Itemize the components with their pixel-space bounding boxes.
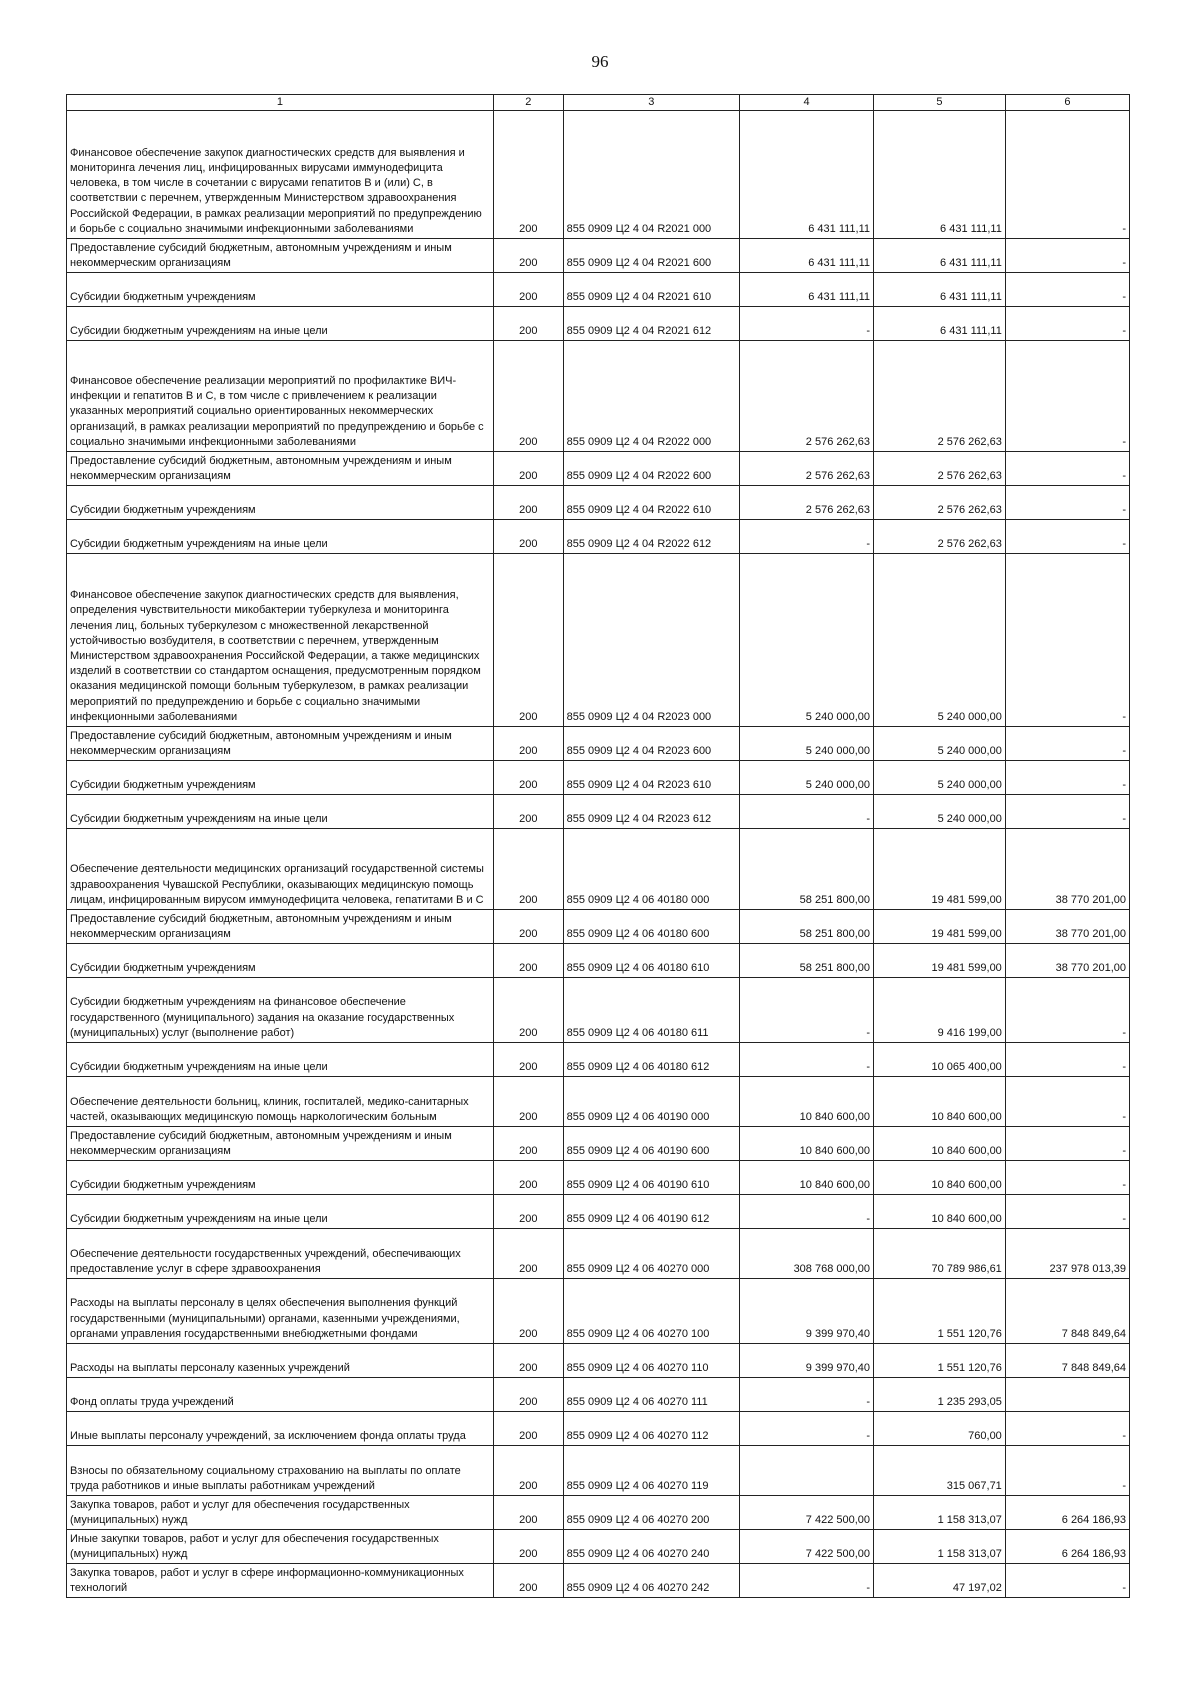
row-col4-cell: 2 576 262,63	[740, 341, 874, 452]
row-col6-cell: -	[1005, 273, 1129, 307]
row-kbk-cell: 855 0909 Ц2 4 04 R2023 000	[563, 554, 739, 727]
row-code-cell: 200	[493, 1446, 563, 1496]
page-number: 96	[591, 52, 609, 71]
row-name-cell: Финансовое обеспечение реализации мероприятий по профилактике ВИЧ-инфекции и гепатитов В и С, в том числе с привлечением к реализации указанных мероприятий социально ориентированных некоммерческих организаций, в рамках реализации мероприятий по предупреждению и борьбе с социально значимыми инфекционными заболеваниями	[67, 341, 494, 452]
budget-table	[66, 94, 1130, 1598]
row-kbk-cell: 855 0909 Ц2 4 04 R2021 612	[563, 307, 739, 341]
row-col5-cell: 19 481 599,00	[874, 910, 1006, 944]
row-col5-cell: 19 481 599,00	[874, 829, 1006, 910]
row-col5-cell: 70 789 986,61	[874, 1229, 1006, 1279]
row-name-cell: Субсидии бюджетным учреждениям на иные цели	[67, 795, 494, 829]
row-col5-cell: 10 840 600,00	[874, 1195, 1006, 1229]
row-name-cell: Взносы по обязательному социальному страхованию на выплаты по оплате труда работников и иные выплаты работникам учреждений	[67, 1446, 494, 1496]
table-row	[67, 1496, 1130, 1530]
row-code-cell: 200	[493, 1564, 563, 1598]
row-col6-cell: -	[1005, 486, 1129, 520]
table-row	[67, 1344, 1130, 1378]
row-name-cell: Предоставление субсидий бюджетным, автономным учреждениям и иным некоммерческим организациям	[67, 727, 494, 761]
table-row	[67, 554, 1130, 727]
row-col6-cell: -	[1005, 1161, 1129, 1195]
row-kbk-cell: 855 0909 Ц2 4 06 40180 000	[563, 829, 739, 910]
table-row	[67, 829, 1130, 910]
row-name-cell: Закупка товаров, работ и услуг для обеспечения государственных (муниципальных) нужд	[67, 1496, 494, 1530]
row-code-cell: 200	[493, 273, 563, 307]
row-col6-cell: 7 848 849,64	[1005, 1279, 1129, 1344]
row-col6-cell: 7 848 849,64	[1005, 1344, 1129, 1378]
table-row	[67, 1043, 1130, 1077]
table-row	[67, 761, 1130, 795]
column-header: 4	[740, 95, 874, 111]
row-kbk-cell: 855 0909 Ц2 4 04 R2022 612	[563, 520, 739, 554]
row-col5-cell: 5 240 000,00	[874, 795, 1006, 829]
row-code-cell: 200	[493, 307, 563, 341]
row-kbk-cell: 855 0909 Ц2 4 04 R2022 610	[563, 486, 739, 520]
column-header: 6	[1005, 95, 1129, 111]
row-kbk-cell: 855 0909 Ц2 4 06 40180 612	[563, 1043, 739, 1077]
row-col5-cell: 6 431 111,11	[874, 307, 1006, 341]
row-col4-cell	[740, 1446, 874, 1496]
table-row	[67, 1530, 1130, 1564]
table-row	[67, 1229, 1130, 1279]
row-name-cell: Обеспечение деятельности больниц, клиник, госпиталей, медико-санитарных частей, оказывающих медицинскую помощь наркологическим больным	[67, 1077, 494, 1127]
row-code-cell: 200	[493, 452, 563, 486]
row-col6-cell: -	[1005, 761, 1129, 795]
row-col6-cell: -	[1005, 1446, 1129, 1496]
table-row	[67, 307, 1130, 341]
row-col4-cell: 5 240 000,00	[740, 761, 874, 795]
row-kbk-cell: 855 0909 Ц2 4 06 40270 100	[563, 1279, 739, 1344]
row-code-cell: 200	[493, 1043, 563, 1077]
row-col6-cell: 6 264 186,93	[1005, 1496, 1129, 1530]
row-code-cell: 200	[493, 111, 563, 239]
row-code-cell: 200	[493, 1077, 563, 1127]
row-code-cell: 200	[493, 727, 563, 761]
row-name-cell: Субсидии бюджетным учреждениям на иные цели	[67, 307, 494, 341]
row-col4-cell: 6 431 111,11	[740, 273, 874, 307]
row-name-cell: Субсидии бюджетным учреждениям	[67, 761, 494, 795]
row-col5-cell: 5 240 000,00	[874, 554, 1006, 727]
row-name-cell: Субсидии бюджетным учреждениям	[67, 1161, 494, 1195]
row-col4-cell: -	[740, 795, 874, 829]
row-name-cell: Фонд оплаты труда учреждений	[67, 1378, 494, 1412]
row-col5-cell: 9 416 199,00	[874, 978, 1006, 1043]
row-kbk-cell: 855 0909 Ц2 4 04 R2021 000	[563, 111, 739, 239]
table-row	[67, 239, 1130, 273]
row-col4-cell: 10 840 600,00	[740, 1161, 874, 1195]
row-name-cell: Субсидии бюджетным учреждениям на иные цели	[67, 1043, 494, 1077]
row-name-cell: Субсидии бюджетным учреждениям на иные цели	[67, 520, 494, 554]
row-col6-cell	[1005, 1378, 1129, 1412]
row-col4-cell: -	[740, 1195, 874, 1229]
row-col5-cell: 1 158 313,07	[874, 1496, 1006, 1530]
row-kbk-cell: 855 0909 Ц2 4 06 40190 600	[563, 1127, 739, 1161]
row-kbk-cell: 855 0909 Ц2 4 04 R2023 612	[563, 795, 739, 829]
row-col6-cell: -	[1005, 727, 1129, 761]
row-col6-cell: -	[1005, 1195, 1129, 1229]
row-code-cell: 200	[493, 978, 563, 1043]
row-code-cell: 200	[493, 910, 563, 944]
row-col4-cell: 2 576 262,63	[740, 486, 874, 520]
row-col5-cell: 10 840 600,00	[874, 1161, 1006, 1195]
row-kbk-cell: 855 0909 Ц2 4 04 R2023 600	[563, 727, 739, 761]
row-col5-cell: 315 067,71	[874, 1446, 1006, 1496]
row-col6-cell: 38 770 201,00	[1005, 829, 1129, 910]
row-col4-cell: -	[740, 1412, 874, 1446]
row-code-cell: 200	[493, 1161, 563, 1195]
column-header: 2	[493, 95, 563, 111]
row-col5-cell: 6 431 111,11	[874, 273, 1006, 307]
row-col4-cell: 5 240 000,00	[740, 727, 874, 761]
table-row	[67, 1564, 1130, 1598]
row-code-cell: 200	[493, 795, 563, 829]
row-kbk-cell: 855 0909 Ц2 4 06 40180 611	[563, 978, 739, 1043]
row-col4-cell: 7 422 500,00	[740, 1496, 874, 1530]
row-kbk-cell: 855 0909 Ц2 4 06 40180 610	[563, 944, 739, 978]
row-kbk-cell: 855 0909 Ц2 4 06 40270 200	[563, 1496, 739, 1530]
table-row	[67, 341, 1130, 452]
row-col6-cell: -	[1005, 1077, 1129, 1127]
row-name-cell: Предоставление субсидий бюджетным, автономным учреждениям и иным некоммерческим организациям	[67, 239, 494, 273]
row-name-cell: Субсидии бюджетным учреждениям	[67, 944, 494, 978]
table-row	[67, 111, 1130, 239]
row-col5-cell: 2 576 262,63	[874, 341, 1006, 452]
row-col5-cell: 6 431 111,11	[874, 111, 1006, 239]
row-name-cell: Предоставление субсидий бюджетным, автономным учреждениям и иным некоммерческим организациям	[67, 910, 494, 944]
row-kbk-cell: 855 0909 Ц2 4 06 40270 000	[563, 1229, 739, 1279]
row-code-cell: 200	[493, 486, 563, 520]
row-code-cell: 200	[493, 1530, 563, 1564]
row-kbk-cell: 855 0909 Ц2 4 06 40180 600	[563, 910, 739, 944]
row-col4-cell: 9 399 970,40	[740, 1279, 874, 1344]
row-name-cell: Субсидии бюджетным учреждениям на финансовое обеспечение государственного (муниципального) задания на оказание государственных (муниципальных) услуг (выполнение работ)	[67, 978, 494, 1043]
row-name-cell: Закупка товаров, работ и услуг в сфере информационно-коммуникационных технологий	[67, 1564, 494, 1598]
row-col6-cell: -	[1005, 307, 1129, 341]
row-col5-cell: 2 576 262,63	[874, 486, 1006, 520]
row-kbk-cell: 855 0909 Ц2 4 04 R2021 600	[563, 239, 739, 273]
row-col6-cell: 6 264 186,93	[1005, 1530, 1129, 1564]
row-code-cell: 200	[493, 1195, 563, 1229]
table-row	[67, 486, 1130, 520]
row-name-cell: Финансовое обеспечение закупок диагностических средств для выявления и мониторинга лечения лиц, инфицированных вирусами иммунодефицита человека, в том числе в сочетании с вирусами гепатитов В и (или) С, в соответствии с перечнем, утвержденным Министерством здравоохранения Российской Федерации, в рамках реализации мероприятий по предупреждению и борьбе с социально значимыми инфекционными заболеваниями	[67, 111, 494, 239]
row-kbk-cell: 855 0909 Ц2 4 06 40270 111	[563, 1378, 739, 1412]
row-kbk-cell: 855 0909 Ц2 4 06 40270 112	[563, 1412, 739, 1446]
table-row	[67, 1195, 1130, 1229]
table-row	[67, 1446, 1130, 1496]
row-col5-cell: 6 431 111,11	[874, 239, 1006, 273]
row-col4-cell: 58 251 800,00	[740, 944, 874, 978]
row-col6-cell: -	[1005, 239, 1129, 273]
row-col6-cell: -	[1005, 1127, 1129, 1161]
row-col4-cell: 6 431 111,11	[740, 239, 874, 273]
table-row	[67, 273, 1130, 307]
row-col4-cell: 7 422 500,00	[740, 1530, 874, 1564]
row-col4-cell: 10 840 600,00	[740, 1127, 874, 1161]
table-row	[67, 1412, 1130, 1446]
row-name-cell: Обеспечение деятельности государственных учреждений, обеспечивающих предоставление услуг в сфере здравоохранения	[67, 1229, 494, 1279]
row-code-cell: 200	[493, 1127, 563, 1161]
row-kbk-cell: 855 0909 Ц2 4 04 R2022 000	[563, 341, 739, 452]
row-col6-cell: 38 770 201,00	[1005, 910, 1129, 944]
row-col6-cell: 237 978 013,39	[1005, 1229, 1129, 1279]
row-code-cell: 200	[493, 829, 563, 910]
row-col5-cell: 1 551 120,76	[874, 1344, 1006, 1378]
row-name-cell: Субсидии бюджетным учреждениям на иные цели	[67, 1195, 494, 1229]
table-row	[67, 1279, 1130, 1344]
row-code-cell: 200	[493, 944, 563, 978]
row-col6-cell: -	[1005, 978, 1129, 1043]
row-col4-cell: 6 431 111,11	[740, 111, 874, 239]
row-col5-cell: 2 576 262,63	[874, 452, 1006, 486]
row-name-cell: Субсидии бюджетным учреждениям	[67, 486, 494, 520]
row-col6-cell: 38 770 201,00	[1005, 944, 1129, 978]
table-row	[67, 1378, 1130, 1412]
row-name-cell: Иные закупки товаров, работ и услуг для обеспечения государственных (муниципальных) нужд	[67, 1530, 494, 1564]
table-row	[67, 727, 1130, 761]
row-col6-cell: -	[1005, 452, 1129, 486]
row-col6-cell: -	[1005, 111, 1129, 239]
row-kbk-cell: 855 0909 Ц2 4 06 40270 119	[563, 1446, 739, 1496]
row-name-cell: Субсидии бюджетным учреждениям	[67, 273, 494, 307]
row-kbk-cell: 855 0909 Ц2 4 06 40190 610	[563, 1161, 739, 1195]
row-name-cell: Иные выплаты персоналу учреждений, за исключением фонда оплаты труда	[67, 1412, 494, 1446]
row-code-cell: 200	[493, 520, 563, 554]
row-kbk-cell: 855 0909 Ц2 4 04 R2022 600	[563, 452, 739, 486]
row-col5-cell: 10 840 600,00	[874, 1077, 1006, 1127]
row-col5-cell: 5 240 000,00	[874, 727, 1006, 761]
row-code-cell: 200	[493, 1279, 563, 1344]
row-kbk-cell: 855 0909 Ц2 4 06 40270 240	[563, 1530, 739, 1564]
row-col4-cell: -	[740, 978, 874, 1043]
row-name-cell: Предоставление субсидий бюджетным, автономным учреждениям и иным некоммерческим организациям	[67, 452, 494, 486]
row-col5-cell: 760,00	[874, 1412, 1006, 1446]
row-name-cell: Расходы на выплаты персоналу казенных учреждений	[67, 1344, 494, 1378]
row-col4-cell: 2 576 262,63	[740, 452, 874, 486]
row-col6-cell: -	[1005, 1043, 1129, 1077]
row-kbk-cell: 855 0909 Ц2 4 06 40270 242	[563, 1564, 739, 1598]
row-code-cell: 200	[493, 554, 563, 727]
row-name-cell: Расходы на выплаты персоналу в целях обеспечения выполнения функций государственными (муниципальными) органами, казенными учреждениями, органами управления государственными внебюджетными фондами	[67, 1279, 494, 1344]
row-kbk-cell: 855 0909 Ц2 4 06 40190 612	[563, 1195, 739, 1229]
row-col6-cell: -	[1005, 341, 1129, 452]
row-col6-cell: -	[1005, 795, 1129, 829]
row-col5-cell: 2 576 262,63	[874, 520, 1006, 554]
row-code-cell: 200	[493, 1378, 563, 1412]
row-col4-cell: -	[740, 520, 874, 554]
row-col6-cell: -	[1005, 554, 1129, 727]
row-col5-cell: 1 235 293,05	[874, 1378, 1006, 1412]
table-row	[67, 1077, 1130, 1127]
row-col4-cell: 308 768 000,00	[740, 1229, 874, 1279]
row-col6-cell: -	[1005, 520, 1129, 554]
table-row	[67, 520, 1130, 554]
row-code-cell: 200	[493, 341, 563, 452]
row-code-cell: 200	[493, 239, 563, 273]
row-kbk-cell: 855 0909 Ц2 4 04 R2023 610	[563, 761, 739, 795]
column-header: 5	[874, 95, 1006, 111]
row-col5-cell: 1 551 120,76	[874, 1279, 1006, 1344]
table-row	[67, 795, 1130, 829]
row-col5-cell: 1 158 313,07	[874, 1530, 1006, 1564]
row-col4-cell: -	[740, 1043, 874, 1077]
row-code-cell: 200	[493, 761, 563, 795]
table-row	[67, 452, 1130, 486]
row-col5-cell: 19 481 599,00	[874, 944, 1006, 978]
row-kbk-cell: 855 0909 Ц2 4 06 40190 000	[563, 1077, 739, 1127]
table-row	[67, 1161, 1130, 1195]
row-col4-cell: 58 251 800,00	[740, 910, 874, 944]
row-col6-cell: -	[1005, 1564, 1129, 1598]
table-row	[67, 910, 1130, 944]
row-name-cell: Предоставление субсидий бюджетным, автономным учреждениям и иным некоммерческим организациям	[67, 1127, 494, 1161]
row-kbk-cell: 855 0909 Ц2 4 06 40270 110	[563, 1344, 739, 1378]
row-col5-cell: 10 065 400,00	[874, 1043, 1006, 1077]
row-col4-cell: 10 840 600,00	[740, 1077, 874, 1127]
row-name-cell: Обеспечение деятельности медицинских организаций государственной системы здравоохранения Чувашской Республики, оказывающих медицинскую помощь лицам, инфицированным вирусом иммунодефицита человека, гепатитами В и С	[67, 829, 494, 910]
row-col4-cell: 58 251 800,00	[740, 829, 874, 910]
row-col4-cell: -	[740, 1378, 874, 1412]
table-row	[67, 944, 1130, 978]
header-row	[67, 95, 1130, 111]
row-col5-cell: 47 197,02	[874, 1564, 1006, 1598]
row-code-cell: 200	[493, 1344, 563, 1378]
table-row	[67, 978, 1130, 1043]
row-col4-cell: 5 240 000,00	[740, 554, 874, 727]
table-row	[67, 1127, 1130, 1161]
row-name-cell: Финансовое обеспечение закупок диагностических средств для выявления, определения чувствительности микобактерии туберкулеза и мониторинга лечения лиц, больных туберкулезом с множественной лекарственной устойчивостью возбудителя, в соответствии с перечнем, утвержденным Министерством здравоохранения Российской Федерации, а также медицинских изделий в соответствии со стандартом оснащения, предусмотренным порядком оказания медицинской помощи больным туберкулезом, в рамках реализации мероприятий по предупреждению и борьбе с социально значимыми инфекционными заболеваниями	[67, 554, 494, 727]
row-code-cell: 200	[493, 1412, 563, 1446]
row-col4-cell: -	[740, 1564, 874, 1598]
row-col5-cell: 10 840 600,00	[874, 1127, 1006, 1161]
row-code-cell: 200	[493, 1229, 563, 1279]
row-col4-cell: 9 399 970,40	[740, 1344, 874, 1378]
row-col6-cell: -	[1005, 1412, 1129, 1446]
table-body	[67, 111, 1130, 1598]
row-col4-cell: -	[740, 307, 874, 341]
row-col5-cell: 5 240 000,00	[874, 761, 1006, 795]
column-header: 3	[563, 95, 739, 111]
column-header: 1	[67, 95, 494, 111]
row-code-cell: 200	[493, 1496, 563, 1530]
row-kbk-cell: 855 0909 Ц2 4 04 R2021 610	[563, 273, 739, 307]
